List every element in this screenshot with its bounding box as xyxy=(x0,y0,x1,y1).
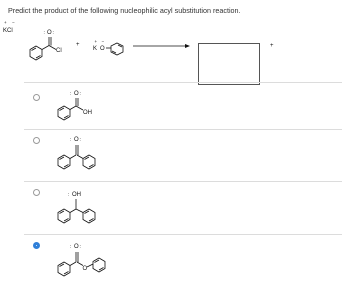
choice-a-carbonyl-oxygen: O xyxy=(74,91,79,97)
choice-a-hydroxyl: OH xyxy=(83,110,92,116)
question-prompt: Predict the product of the following nucleophilic acyl substitution reaction. xyxy=(8,6,241,15)
choice-d[interactable] xyxy=(0,236,350,286)
phenoxide-ring xyxy=(106,43,123,55)
choice-c-structure xyxy=(56,183,116,233)
choice-a-radio[interactable] xyxy=(33,94,40,101)
lone-pair-dots: : xyxy=(68,192,70,198)
lone-pair-dots: : xyxy=(43,30,45,36)
choice-divider xyxy=(24,82,342,83)
choice-b[interactable] xyxy=(0,131,350,179)
choice-b-radio[interactable] xyxy=(33,137,40,144)
reagent-potassium: K xyxy=(93,46,98,52)
kcl-formula: KCl xyxy=(3,28,13,34)
choice-b-structure xyxy=(56,131,116,179)
choice-a-structure xyxy=(56,84,106,128)
choice-a[interactable] xyxy=(0,84,350,128)
reactant-carbonyl-oxygen: O xyxy=(47,30,52,36)
lone-pair-dots: : xyxy=(79,91,81,97)
reagent-oxygen: O xyxy=(100,46,105,52)
choice-divider xyxy=(24,181,342,182)
choice-divider xyxy=(24,129,342,130)
kcl-side-product xyxy=(0,18,20,40)
benzoyl-chloride-structure xyxy=(30,37,56,60)
lone-pair-dots: : xyxy=(70,91,72,97)
kcl-plus-charge: + xyxy=(4,20,7,25)
choice-c-radio[interactable] xyxy=(33,189,40,196)
choice-c-hydroxyl: OH xyxy=(72,192,81,198)
choice-d-structure xyxy=(56,236,126,286)
between-plus-sign: + xyxy=(270,43,274,49)
choice-d-radio[interactable] xyxy=(33,242,40,249)
reaction-drawing xyxy=(0,18,350,78)
choice-b-carbonyl-oxygen: O xyxy=(74,137,79,143)
reagent-plus-sign: + xyxy=(76,42,80,48)
lone-pair-dots: : xyxy=(52,30,54,36)
lone-pair-dots: : xyxy=(70,244,72,250)
choice-d-ester-oxygen: O xyxy=(82,266,88,272)
reactant-chlorine: Cl xyxy=(56,48,62,54)
arrowhead xyxy=(185,44,190,48)
product-answer-box[interactable] xyxy=(198,43,260,85)
lone-pair-dots: : xyxy=(79,244,81,250)
potassium-charge: + xyxy=(94,39,98,44)
choice-c[interactable] xyxy=(0,183,350,233)
kcl-minus-charge: − xyxy=(12,20,15,25)
choice-divider xyxy=(24,234,342,235)
lone-pair-dots: : xyxy=(79,137,81,143)
reaction-scheme xyxy=(0,18,350,78)
lone-pair-dots: : xyxy=(70,137,72,143)
oxide-charge: − xyxy=(101,39,105,44)
choice-d-carbonyl-oxygen: O xyxy=(74,244,79,250)
